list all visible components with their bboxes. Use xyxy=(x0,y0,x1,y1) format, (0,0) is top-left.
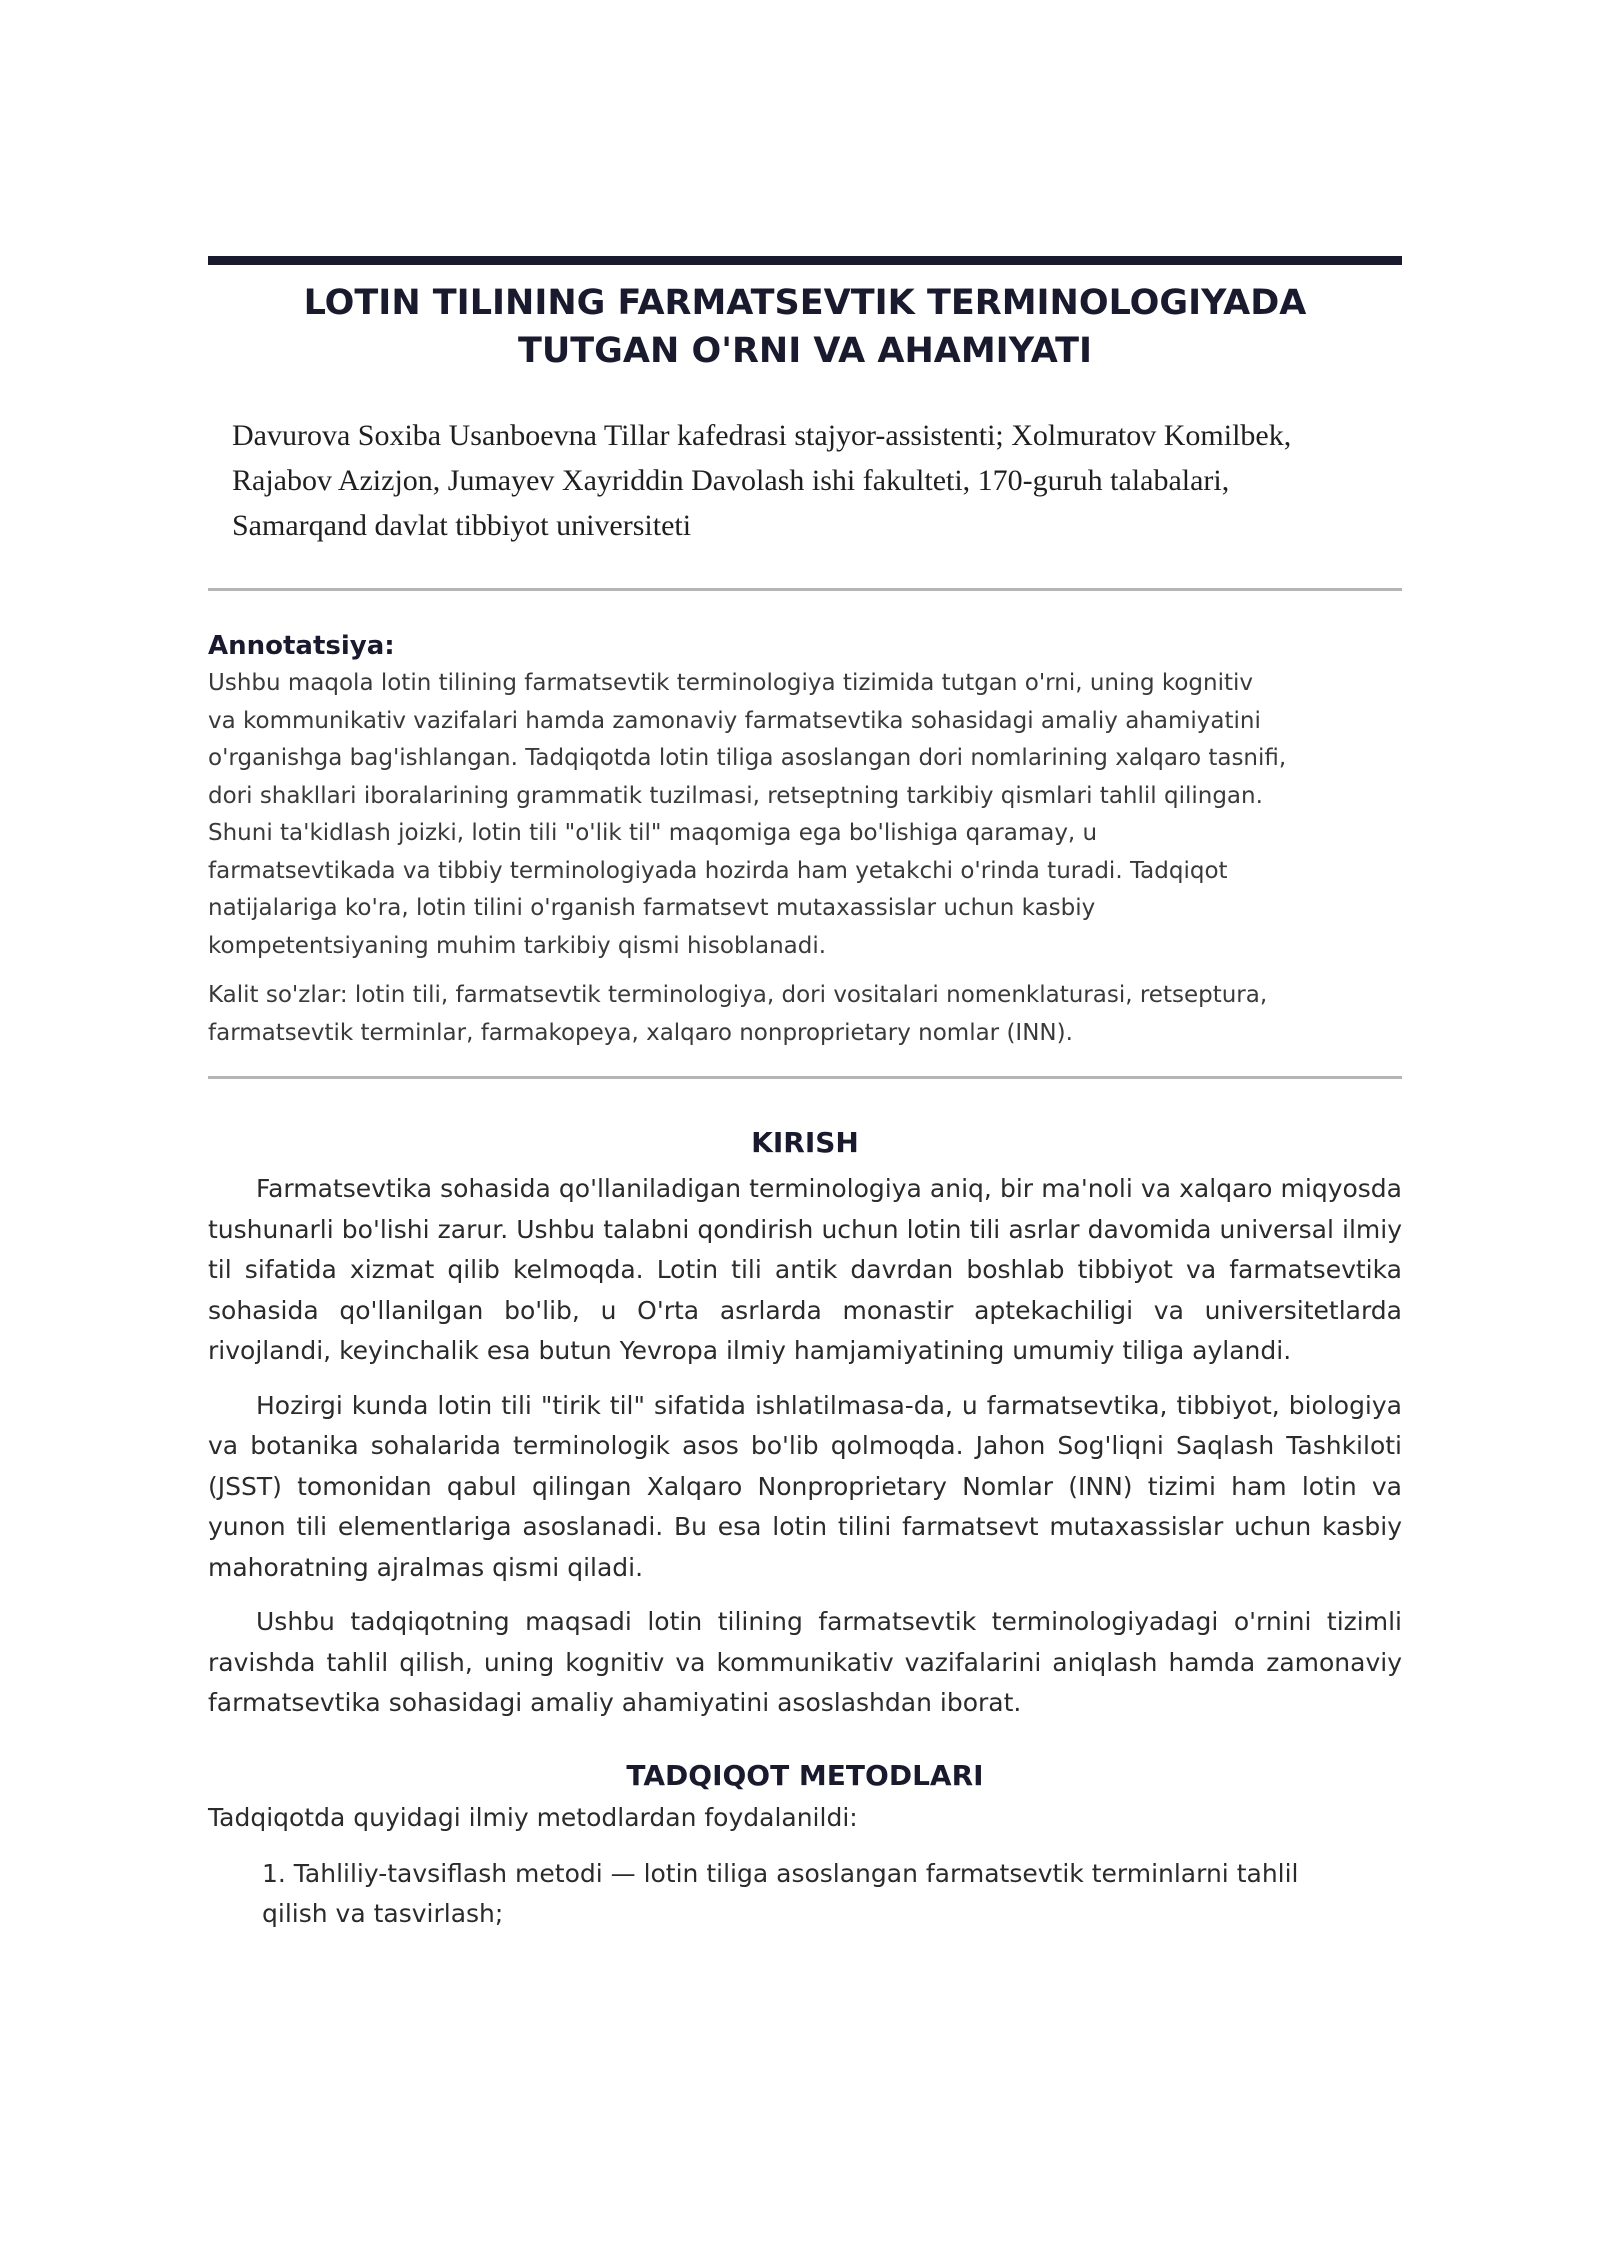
paper-title xyxy=(208,279,1402,375)
top-rule xyxy=(208,256,1402,265)
divider-top xyxy=(208,588,1402,591)
methods-intro: Tadqiqotda quyidagi ilmiy metodlardan foydalanildi: xyxy=(208,1802,858,1832)
divider-bottom xyxy=(208,1076,1402,1079)
section-heading-intro: KIRISH xyxy=(751,1126,859,1159)
title-line-2: TUTGAN O'RNI VA AHAMIYATI xyxy=(518,331,1092,371)
authors-affiliation: Davurova Soxiba Usanboevna Tillar kafedrasi stajyor-assistenti; Xolmuratov Komilbek, Rajabov Azizjon, Jumayev Xayriddin Davolash ishi fakulteti, 170-guruh talabalari, Samarqand davlat tibbiyot universiteti xyxy=(232,419,1292,542)
intro-paragraph-3: Ushbu tadqiqotning maqsadi lotin tilining farmatsevtik terminologiyadagi o'rnini tizimli ravishda tahlil qilish, uning kognitiv va kommunikativ vazifalarini aniqlash hamda zamonaviy farmatsevtika sohasidagi amaliy ahamiyatini asoslashdan iborat. xyxy=(208,1607,1402,1717)
methods-list-item-1: 1. Tahliliy-tavsiflash metodi — lotin tiliga asoslangan farmatsevtik terminlarni tahlil qilish va tasvirlash; xyxy=(262,1858,1299,1928)
intro-paragraph-1: Farmatsevtika sohasida qo'llaniladigan terminologiya aniq, bir ma'noli va xalqaro miqyosda tushunarli bo'lishi zarur. Ushbu talabni qondirish uchun lotin tili asrlar davomida universal ilmiy til sifatida xizmat qilib kelmoqda. Lotin tili antik davrdan boshlab tibbiyot va farmatsevtika sohasida qo'llanilgan bo'lib, u O'rta asrlarda monastir aptekachiligi va universitetlarda rivojlandi, keyinchalik esa butun Yevropa ilmiy hamjamiyatining umumiy tiliga aylandi. xyxy=(208,1174,1402,1365)
section-heading-methods: TADQIQOT METODLARI xyxy=(626,1758,984,1792)
annotation-label: Annotatsiya: xyxy=(208,631,395,661)
annotation-text: Ushbu maqola lotin tilining farmatsevtik terminologiya tizimida tutgan o'rni, uning kognitiv va kommunikativ vazifalari hamda zamonaviy farmatsevtika sohasidagi amaliy ahamiyatini o'rganishga bag'ishlangan. Tadqiqotda lotin tiliga asoslangan dori nomlarining xalqaro tasnifi, dori shakllari iboralarining grammatik tuzilmasi, retseptning tarkibiy qismlari tahlil qilingan. Shuni ta'kidlash joizki, lotin tili "o'lik til" maqomiga ega bo'lishiga qaramay, u farmatsevtikada va tibbiy terminologiyada hozirda ham yetakchi o'rinda turadi. Tadqiqot natijalariga ko'ra, lotin tilini o'rganish farmatsevt mutaxassislar uchun kasbiy kompetentsiyaning muhim tarkibiy qismi hisoblanadi. xyxy=(208,670,1287,959)
intro-paragraph-2: Hozirgi kunda lotin tili "tirik til" sifatida ishlatilmasa-da, u farmatsevtika, tibbiyot, biologiya va botanika sohalarida terminologik asos bo'lib qolmoqda. Jahon Sog'liqni Saqlash Tashkiloti (JSST) tomonidan qabul qilingan Xalqaro Nonproprietary Nomlar (INN) tizimi ham lotin va yunon tili elementlariga asoslanadi. Bu esa lotin tilini farmatsevt mutaxassislar uchun kasbiy mahoratning ajralmas qismi qiladi. xyxy=(208,1390,1402,1582)
title-line-1: LOTIN TILINING FARMATSEVTIK TERMINOLOGIYADA xyxy=(303,283,1307,323)
paper-page xyxy=(208,256,1402,1934)
keywords-text: Kalit so'zlar: lotin tili, farmatsevtik terminologiya, dori vositalari nomenklaturasi, retseptura, farmatsevtik terminlar, farmakopeya, xalqaro nonproprietary nomlar (INN). xyxy=(208,982,1268,1046)
